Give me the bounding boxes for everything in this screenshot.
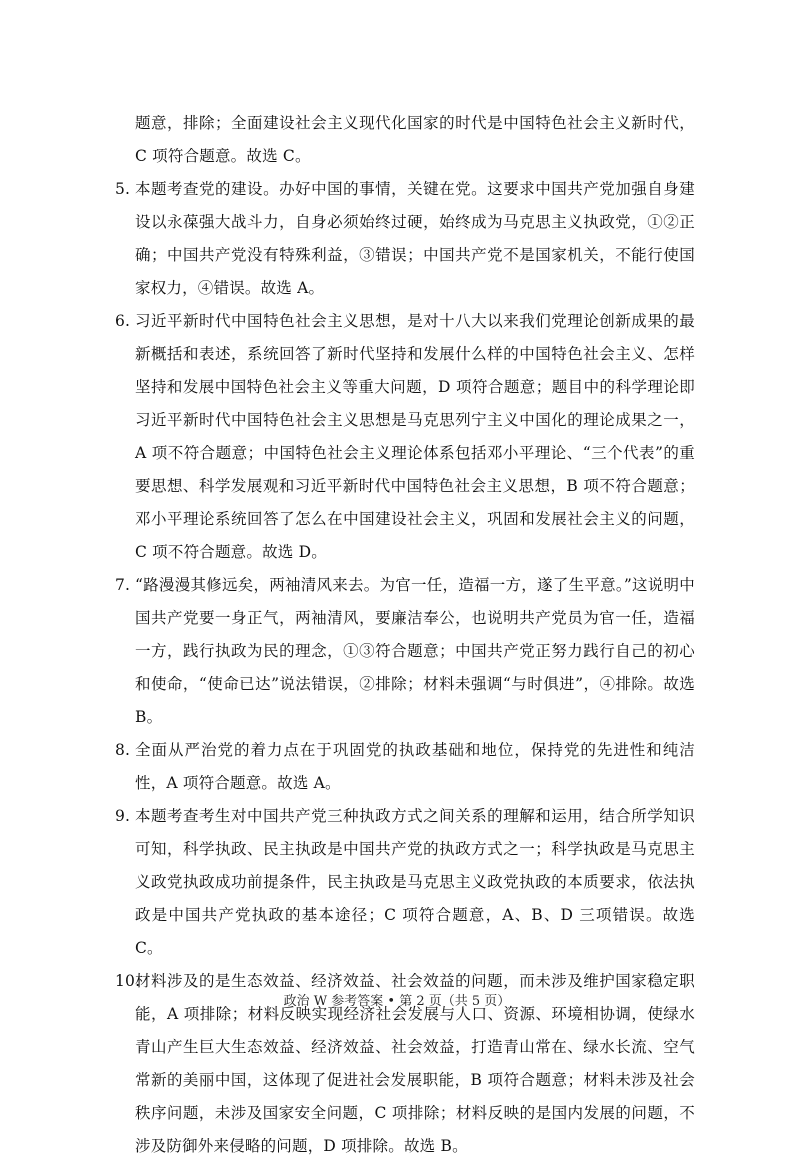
answer-item-5 — [115, 173, 695, 305]
answer-text: 习近平新时代中国特色社会主义思想，是对十八大以来我们党理论创新成果的最新概括和表述，系统回答了新时代坚持和发展什么样的中国特色社会主义、怎样坚持和发展中国特色社会主义等重大问题，D 项符合题意；题目中的科学理论即习近平新时代中国特色社会主义思想是马克思列宁主义中国化的理论成果之一，A 项不符合题意；中国特色社会主义理论体系包括邓小平理论、“三个代表”的重要思想、科学发展观和习近平新时代中国特色社会主义思想，B 项不符合题意；邓小平理论系统回答了怎么在中国建设社会主义，巩固和发展社会主义的问题，C 项不符合题意。故选 D。 — [135, 312, 695, 561]
answer-item-6 — [115, 305, 695, 569]
answer-item-4-continued — [115, 107, 695, 173]
answer-number: 9. — [115, 807, 131, 825]
answer-item-8 — [115, 734, 695, 800]
answer-item-7 — [115, 569, 695, 734]
answer-text: 题意，排除；全面建设社会主义现代化国家的时代是中国特色社会主义新时代，C 项符合题意。故选 C。 — [135, 114, 695, 165]
answer-text: 本题考查考生对中国共产党三种执政方式之间关系的理解和运用，结合所学知识可知，科学执政、民主执政是中国共产党的执政方式之一；科学执政是马克思主义政党执政成功前提条件，民主执政是马克思主义政党执政的本质要求，依法执政是中国共产党执政的基本途径；C 项符合题意，A、B、D 三项错误。故选 C。 — [135, 807, 695, 957]
answer-number: 6. — [115, 312, 131, 330]
answer-item-9 — [115, 800, 695, 965]
answer-number: 10. — [115, 972, 141, 990]
answer-number: 7. — [115, 576, 131, 594]
answer-text: 材料涉及的是生态效益、经济效益、社会效益的问题，而未涉及维护国家稳定职能，A 项排除；材料反映实现经济社会发展与人口、资源、环境相协调，使绿水青山产生巨大生态效益、经济效益、社会效益，打造青山常在、绿水长流、空气常新的美丽中国，这体现了促进社会发展职能，B 项符合题意；材料未涉及社会秩序问题，未涉及国家安全问题，C 项排除；材料反映的是国内发展的问题，不涉及防御外来侵略的问题，D 项排除。故选 B。 — [135, 972, 695, 1155]
answer-text: “路漫漫其修远矣，两袖清风来去。为官一任，造福一方，遂了生平意。”这说明中国共产党要一身正气，两袖清风，要廉洁奉公，也说明共产党员为官一任，造福一方，践行执政为民的理念，①③符合题意；中国共产党正努力践行自己的初心和使命，“使命已达”说法错误，②排除；材料未强调“与时俱进”，④排除。故选 B。 — [135, 576, 695, 726]
answer-number: 5. — [115, 180, 131, 198]
answer-text: 本题考查党的建设。办好中国的事情，关键在党。这要求中国共产党加强自身建设以永葆强大战斗力，自身必须始终过硬，始终成为马克思主义执政党，①②正确；中国共产党没有特殊利益，③错误；中国共产党不是国家机关，不能行使国家权力，④错误。故选 A。 — [135, 180, 695, 297]
answer-text: 全面从严治党的着力点在于巩固党的执政基础和地位，保持党的先进性和纯洁性，A 项符合题意。故选 A。 — [135, 741, 695, 792]
answer-number: 8. — [115, 741, 131, 759]
page-footer: 政治 W 参考答案 • 第 2 页（共 5 页） — [283, 994, 511, 1009]
